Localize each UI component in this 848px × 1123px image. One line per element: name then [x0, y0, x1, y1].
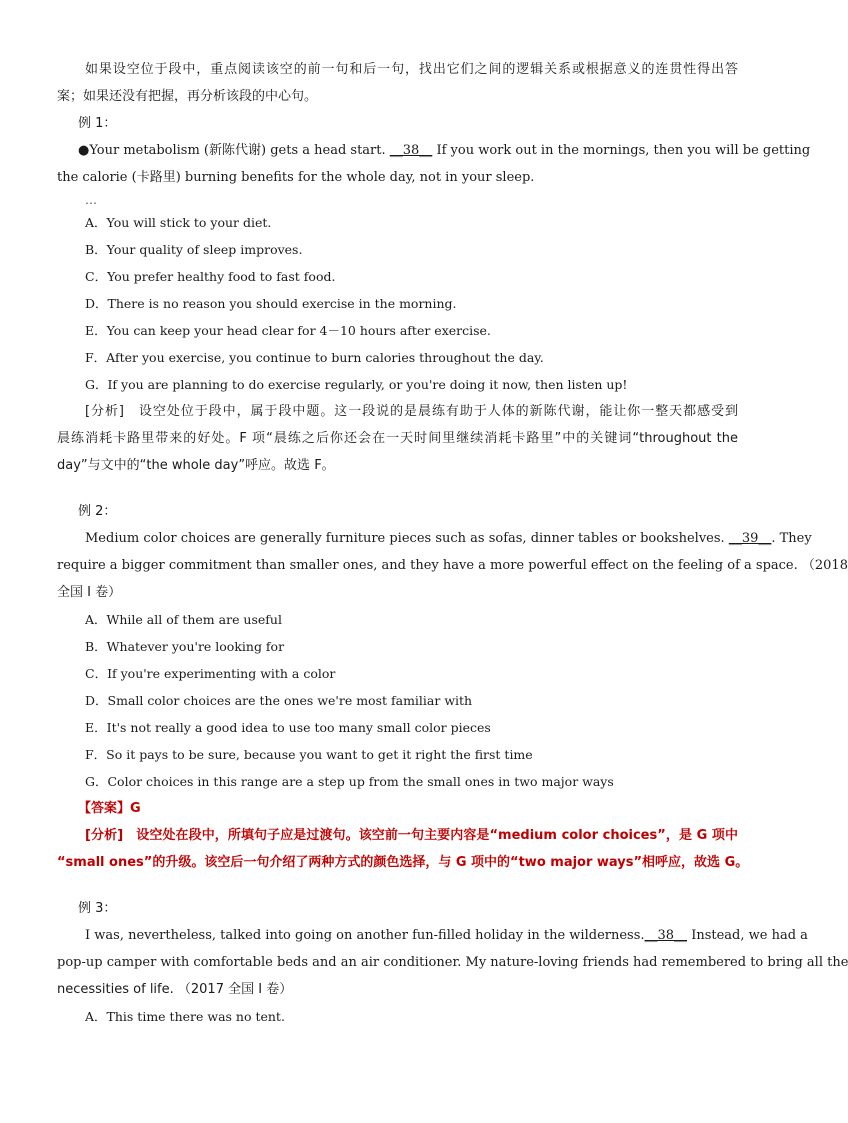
example-2-option-a: A．While all of them are useful [85, 612, 282, 627]
example-1-option-b: B．Your quality of sleep improves. [85, 242, 303, 257]
example-2-passage-line-3: 全国 I 卷） [57, 585, 122, 600]
example-1-passage-line-2: the calorie (卡路里) burning benefits for the whole day, not in your sleep. [57, 170, 535, 185]
example-2-option-g: G．Color choices in this range are a step up from the small ones in two major ways [85, 774, 614, 789]
example-1-analysis-line-3: day”与文中的“the whole day”呼应。故选 F。 [57, 458, 335, 473]
example-3-passage-line-2: pop-up camper with comfortable beds and an air conditioner. My nature-loving friends had remembered to bring all the [57, 955, 848, 970]
example-1-option-g: G．If you are planning to do exercise regularly, or you're doing it now, then listen up! [85, 377, 628, 392]
passage-text: . They [771, 531, 812, 546]
example-1-option-d: D．There is no reason you should exercise in the morning. [85, 296, 457, 311]
example-2-option-c: C．If you're experimenting with a color [85, 666, 336, 681]
blank-38: __38__ [644, 928, 688, 943]
example-2-option-b: B．Whatever you're looking for [85, 639, 285, 654]
passage-text: Instead, we had a [687, 928, 808, 943]
example-3-passage-line-3: necessities of life. （2017 全国 I 卷） [57, 982, 293, 997]
example-2-option-d: D．Small color choices are the ones we're most familiar with [85, 693, 473, 708]
ellipsis: … [85, 193, 97, 207]
example-2-answer: 【答案】G [78, 801, 141, 816]
document-page [57, 56, 848, 1030]
passage-text: I was, nevertheless, talked into going on another fun-filled holiday in the wilderness. [85, 928, 645, 943]
example-2-passage-line-1 [57, 525, 812, 552]
example-2-heading: 例 2： [78, 504, 117, 519]
spacer [57, 479, 738, 498]
example-1-analysis-line-1: [分析] 设空处位于段中，属于段中题。这一段说的是晨练有助于人体的新陈代谢，能让你一整天都感受到 [85, 404, 738, 419]
example-1-analysis-line-2: 晨练消耗卡路里带来的好处。F 项“晨练之后你还会在一天时间里继续消耗卡路里”中的关键词“throughout the [57, 431, 738, 446]
example-3-option-a: A．This time there was no tent. [85, 1009, 285, 1024]
intro-line-1: 如果设空位于段中，重点阅读该空的前一句和后一句，找出它们之间的逻辑关系或根据意义的连贯性得出答 [85, 62, 738, 77]
example-1-option-a: A．You will stick to your diet. [85, 215, 272, 230]
passage-text: If you work out in the mornings, then you will be getting [432, 143, 811, 158]
example-2-analysis-line-2: “small ones”的升级。该空后一句介绍了两种方式的颜色选择，与 G 项中的“two major ways”相呼应，故选 G。 [57, 855, 749, 870]
example-1-passage-line-1 [57, 137, 811, 164]
passage-text: ●Your metabolism (新陈代谢) gets a head start. [78, 143, 390, 158]
example-3-passage-line-1 [57, 922, 808, 949]
example-2-option-e: E．It's not really a good idea to use too many small color pieces [85, 720, 491, 735]
spacer [57, 876, 738, 895]
blank-39: __39__ [728, 531, 772, 546]
blank-38: __38__ [389, 143, 433, 158]
example-1-heading: 例 1： [78, 116, 117, 131]
passage-text: Medium color choices are generally furniture pieces such as sofas, dinner tables or bookshelves. [85, 531, 729, 546]
intro-line-2: 案；如果还没有把握，再分析该段的中心句。 [57, 89, 318, 104]
example-3-heading: 例 3： [78, 901, 117, 916]
example-2-passage-line-2: require a bigger commitment than smaller ones, and they have a more powerful effect on the feeling of a space. （2018 [57, 558, 848, 573]
example-2-analysis-line-1: [分析] 设空处在段中，所填句子应是过渡句。该空前一句主要内容是“medium color choices”，是 G 项中 [85, 828, 738, 843]
example-1-option-f: F．After you exercise, you continue to burn calories throughout the day. [85, 350, 544, 365]
example-1-option-c: C．You prefer healthy food to fast food. [85, 269, 336, 284]
example-2-option-f: F．So it pays to be sure, because you want to get it right the first time [85, 747, 533, 762]
example-1-option-e: E．You can keep your head clear for 4－10 hours after exercise. [85, 323, 491, 338]
